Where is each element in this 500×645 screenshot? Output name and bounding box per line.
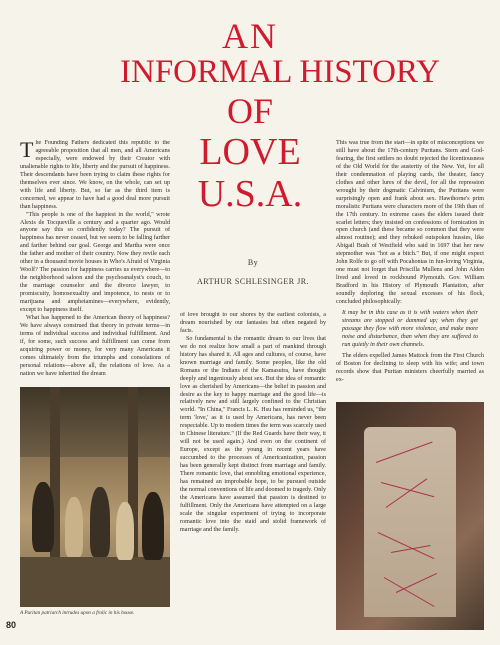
byline-by: By — [247, 258, 259, 267]
title-line-usa: U.S.A. — [197, 173, 303, 215]
right-paragraph-1: This was true from the start—in spite of misconceptions we still have about the 17th-century Puritans. Stern and God-fearing, the first settlers no doubt rejected the licentiousness of the Old World for the austerity of the New. Yet, for all their condemnation of playing cards, the theater, fancy clothes and other lures of the devil, for all the repression wrought by their dogmatic Calvinism, the Puritans were surprisingly open and frank about sex. Hawthorne's prim moralistic Puritans were characters more of the 19th than of the 17th century. In extreme cases the elders issued their scarlet letters; they insisted on confessions of fornication in open church (and these became so common that they were almost routine); and they rebuked outspoken hussies, like Abigail Bush of Westfield who said in 1697 that her new stepmother was "hot as a bitch." But, if one might expect John Rolfe to go off with Pocahontas in fun-loving Virginia, one must not forget that Priscilla Mullens and John Alden lived and loved in rockbound Plymouth. Gov. William Bradford in his History of Plymouth Plantation, after soundly deploring the sexual excesses of his flock, concluded philosophically: — [336, 140, 484, 306]
article-title — [120, 16, 440, 215]
title-line-informal-history: INFORMAL HISTORY — [120, 54, 440, 90]
title-line-love: LOVE — [199, 131, 301, 173]
middle-paragraph-2: So fundamental is the romantic dream to our lives that we do not realize how small a part of mankind through history has shared it. All ages and cultures, of course, have known marriage and family. Some peoples, like the old Romans or the Indians of the Kamasutra, have thought deeply and ingeniously about sex. But the idea of romantic love as cherished by Americans—the belief in passion and desire as the key to happy marriage and the good life—is relatively new and still largely confined to the Christian world. "In China," Francis L. K. Hsu has reminded us, "the term 'love,' as it is used by Americans, has never been respectable. Up to modern times the term was scarcely used in Chinese literature." (If the Red Guards have their way, it will not be used again.) And even on the continent of Europe, except as the young in recent years have succumbed to the processes of Americanization, passion has been generally kept distinct from marriage and family. There romantic love, that ennobling emotional experience, has remained an improbable hope, to be pursued outside the normal conventions of life and doomed to tragedy. Only the Americans have assumed that passion is destined to fulfillment. Only the Americans have attempted on a large scale the singular experiment of trying to incorporate romantic love into the staid and stolid framework of marriage and the family. — [180, 335, 326, 533]
title-line-an: AN — [222, 16, 278, 56]
author-name: ARTHUR SCHLESINGER JR. — [196, 277, 310, 286]
left-paragraph-1-text: he Founding Fathers dedicated this republic to the agreeable proposition that all men, and all Americans especially, were endowed by their Creator with unalienable rights to life, liberty and the pursuit of happiness. Their descendants have been trying to claim these rights for themselves ever since. We know, on the whole, can set up with life and liberty. But, so far as the third item is concerned, we appear to have had a good deal more pursuit than happiness. — [20, 140, 170, 210]
carved-panel-photo — [336, 402, 484, 630]
left-paragraph-3: What has happened to the American theory of happiness? We have always construed that theory in private terms—in terms of individual success and individual fulfillment. And if, for some, such success and fulfillment can come from acquiring power or money, for very many Americans it comes ultimately from the triumphs and consolations of personal relations—above all, the relations of love. As a nation we have inherited the dream — [20, 314, 170, 377]
middle-text-column — [180, 312, 326, 624]
title-line-of: OF — [226, 91, 274, 131]
drop-cap: T — [20, 140, 34, 162]
right-paragraph-2: The elders expelled James Mattock from the First Church of Boston for declining to sleep with his wife; and town records show that Puritan ministers cheerfully married as ex- — [336, 352, 484, 383]
middle-paragraph-1: of love brought to our shores by the earliest colonists, a dream nourished by our fantasies but often negated by facts. — [180, 312, 326, 334]
bradford-quote: It may be in this case as it is with waters when their streams are stopped or dammed up; when they get passage they flow with more violence, and make more noise and disturbance, than when they are suffered to run quietly in their own channels. — [342, 310, 478, 348]
left-illustration-caption: A Puritan patriarch intrudes upon a frolic in his house. — [20, 610, 135, 616]
page-number: 80 — [6, 620, 17, 630]
left-paragraph-1 — [20, 140, 170, 212]
left-paragraph-2: "This people is one of the happiest in the world," wrote Alexis de Tocqueville a century and a quarter ago. Would anyone say this so confidently today? The pursuit of happiness has never ceased, but we seem to be falling farther and farther behind our goal. George and Martha were once the father and mother of their country. Now they revile each other in a thousand movie houses in Who's Afraid of Virginia Woolf? The passion for happiness carries us everywhere—to the neighborhood saloon and the psychoanalyst's couch, to the marriage counselor and the divorce lawyer, to promiscuity, homosexuality and impotence, to nests or to marijuana and amphetamines—everywhere, evidently, except to happiness itself. — [20, 211, 170, 314]
right-text-column — [336, 140, 484, 400]
puritan-frolic-illustration — [20, 387, 170, 607]
byline — [178, 258, 328, 286]
left-text-column — [20, 140, 170, 385]
